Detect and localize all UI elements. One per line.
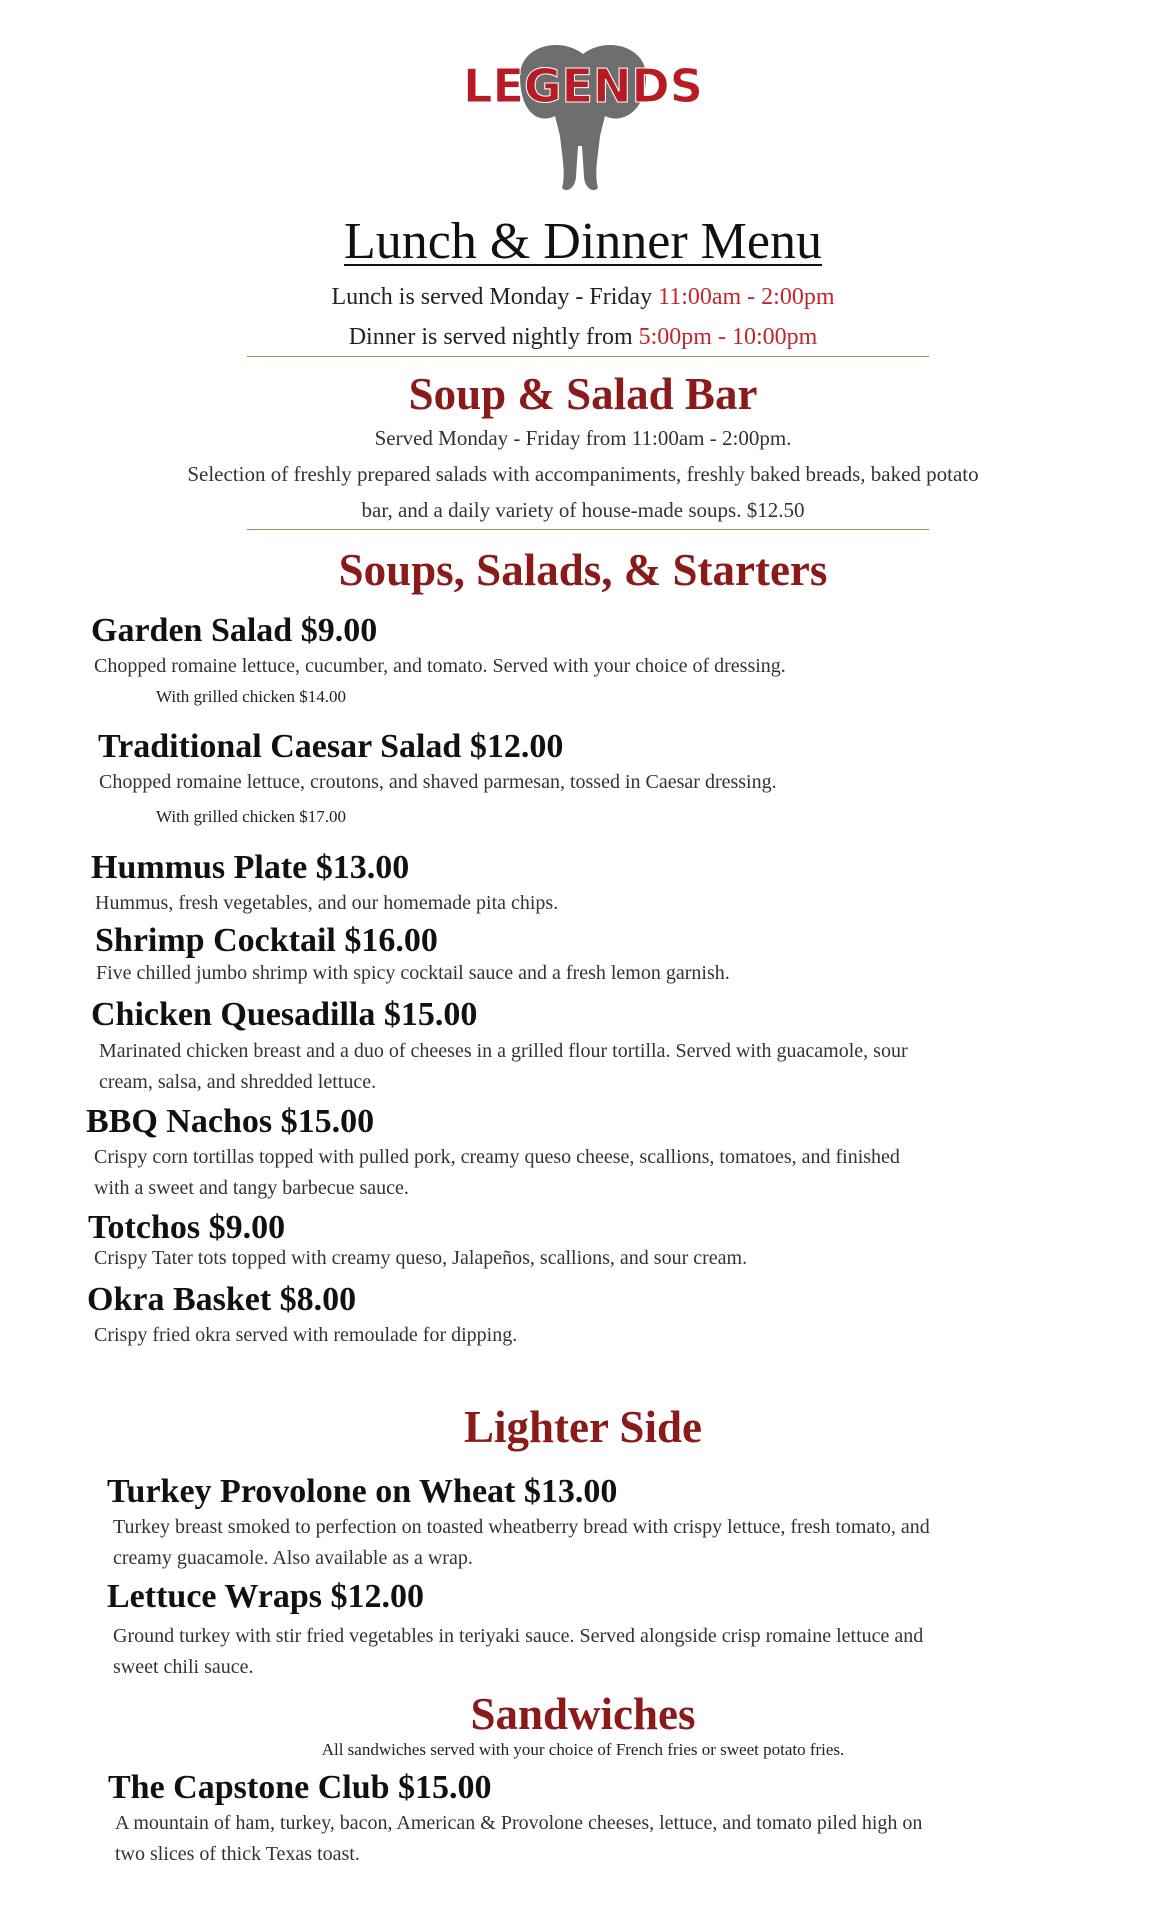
lunch-hours	[0, 282, 1166, 312]
lunch-label: Lunch is served Monday - Friday	[331, 284, 659, 310]
logo-text: LEGENDS	[463, 59, 703, 113]
item-add-on: With grilled chicken $14.00	[156, 687, 347, 706]
logo	[463, 36, 703, 196]
item-desc: A mountain of ham, turkey, bacon, American & Provolone cheeses, lettuce, and tomato piled high on	[115, 1812, 923, 1834]
section-title-sandwiches: Sandwiches	[470, 1689, 696, 1739]
salad-bar-desc-line2: bar, and a daily variety of house-made soups. $12.50	[361, 498, 805, 522]
item-desc: Marinated chicken breast and a duo of cheeses in a grilled flour tortilla. Served with guacamole, sour	[99, 1040, 908, 1062]
dinner-time: 5:00pm - 10:00pm	[638, 324, 818, 350]
divider	[247, 529, 929, 530]
item-name: Turkey Provolone on Wheat $13.00	[107, 1473, 618, 1510]
sandwich-sides-note: All sandwiches served with your choice of French fries or sweet potato fries.	[321, 1740, 845, 1759]
item-name: Traditional Caesar Salad $12.00	[98, 728, 564, 765]
salad-bar-hours: Served Monday - Friday from 11:00am - 2:00pm.	[374, 426, 792, 450]
item-desc: Crispy fried okra served with remoulade for dipping.	[94, 1324, 518, 1346]
item-desc: Chopped romaine lettuce, croutons, and shaved parmesan, tossed in Caesar dressing.	[99, 771, 777, 793]
item-desc: cream, salsa, and shredded lettuce.	[99, 1071, 377, 1093]
section-title-soup-salad-bar: Soup & Salad Bar	[408, 369, 758, 419]
item-desc: with a sweet and tangy barbecue sauce.	[94, 1177, 409, 1199]
item-desc: Ground turkey with stir fried vegetables in teriyaki sauce. Served alongside crisp romaine lettuce and	[113, 1625, 924, 1647]
item-desc: Turkey breast smoked to perfection on toasted wheatberry bread with crispy lettuce, fresh tomato, and	[113, 1516, 930, 1538]
item-desc: Crispy corn tortillas topped with pulled pork, creamy queso cheese, scallions, tomatoes, and finished	[94, 1146, 900, 1168]
dinner-hours	[0, 322, 1166, 352]
elephant-icon	[463, 36, 703, 196]
item-desc: Chopped romaine lettuce, cucumber, and tomato. Served with your choice of dressing.	[94, 655, 786, 677]
item-name: Chicken Quesadilla $15.00	[91, 996, 478, 1033]
item-name: Shrimp Cocktail $16.00	[95, 922, 438, 959]
item-desc: Hummus, fresh vegetables, and our homemade pita chips.	[95, 892, 559, 914]
item-name: BBQ Nachos $15.00	[86, 1103, 375, 1140]
item-name: Totchos $9.00	[88, 1209, 286, 1246]
item-desc: sweet chili sauce.	[113, 1656, 254, 1678]
section-title-starters: Soups, Salads, & Starters	[338, 545, 828, 595]
item-add-on: With grilled chicken $17.00	[156, 807, 347, 826]
dinner-label: Dinner is served nightly from	[348, 324, 639, 350]
item-name: Lettuce Wraps $12.00	[107, 1578, 425, 1615]
item-desc: two slices of thick Texas toast.	[115, 1843, 360, 1865]
item-desc: Crispy Tater tots topped with creamy queso, Jalapeños, scallions, and sour cream.	[94, 1247, 748, 1269]
item-name: Okra Basket $8.00	[87, 1281, 357, 1318]
section-title-lighter-side: Lighter Side	[464, 1402, 702, 1452]
item-desc: Five chilled jumbo shrimp with spicy cocktail sauce and a fresh lemon garnish.	[96, 962, 730, 984]
item-name: Garden Salad $9.00	[91, 612, 378, 649]
lunch-time: 11:00am - 2:00pm	[658, 284, 835, 310]
menu-title: Lunch & Dinner Menu	[343, 213, 822, 270]
item-desc: creamy guacamole. Also available as a wrap.	[113, 1547, 473, 1569]
item-name: Hummus Plate $13.00	[91, 849, 410, 886]
salad-bar-desc-line1: Selection of freshly prepared salads with accompaniments, freshly baked breads, baked potato	[187, 462, 979, 486]
divider	[247, 356, 929, 357]
item-name: The Capstone Club $15.00	[108, 1769, 492, 1806]
